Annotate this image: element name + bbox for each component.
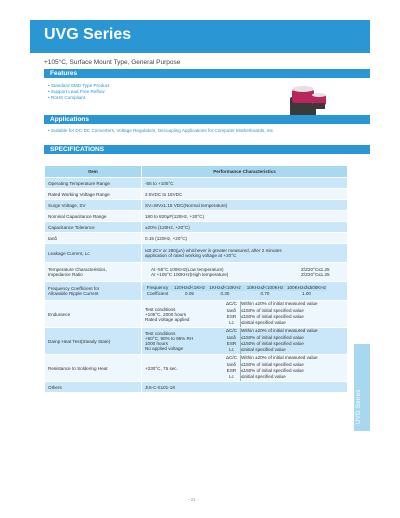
ripple-grid xyxy=(142,285,347,297)
applications-bar xyxy=(44,115,370,124)
cond-line: Rated voltage applied xyxy=(145,316,190,322)
row-value: 180 to 820μF(120Hz, +20°C) xyxy=(142,211,348,222)
series-subtitle: +105°C, Surface Mount Type, General Purpose xyxy=(44,59,181,66)
row-label: Endurance xyxy=(45,301,142,328)
sym: ΔC/C xyxy=(223,301,241,307)
freq-cell: 100KHz≤f≤500KHz xyxy=(286,284,326,290)
coef-cell: 0.70 xyxy=(260,291,270,296)
sym: tanδ xyxy=(223,308,241,314)
table-row xyxy=(45,244,348,263)
cond-line: 1000 hours xyxy=(145,341,168,346)
crit: ≤initial specified value xyxy=(241,347,286,353)
row-value: SV=WVx1.15 VDC(Normal temperature) xyxy=(142,200,348,211)
cond-line: +60°C, 90% to 95% RH xyxy=(145,336,194,341)
sym: Lc xyxy=(223,374,241,380)
row-value xyxy=(142,282,348,301)
features-title: Features xyxy=(50,70,78,77)
sym: ESR xyxy=(223,341,241,347)
row-value xyxy=(142,263,348,282)
crit: ≤150% of initial specified value xyxy=(241,368,304,373)
coef-cell: 1.00 xyxy=(302,291,311,296)
cond-line: +230°C, 75 sec. xyxy=(145,365,178,371)
row-value xyxy=(142,301,348,328)
sym: Lc xyxy=(223,347,241,353)
coef-cell: 0.30 xyxy=(220,291,230,296)
feature-item: • Standard SMD Type Product xyxy=(48,83,110,88)
table-row xyxy=(45,233,348,244)
leak-line: I≤0.2CV or 280(μA) whichever is greater measured, after 2 minutes xyxy=(145,248,282,253)
table-row xyxy=(45,211,348,222)
features-list xyxy=(48,83,109,102)
table-row xyxy=(45,382,348,393)
row-label: Leakage Current, Lc xyxy=(45,244,142,263)
label-line: Temperature Characteristics, xyxy=(48,267,107,272)
series-title: UVG Series xyxy=(44,26,132,43)
label-line: Allowable Ripple Current xyxy=(48,291,99,296)
cond-line: Test conditions xyxy=(145,306,176,312)
features-bar xyxy=(44,69,370,78)
imp-cond: At +105°C 100KHz(High temperature) xyxy=(151,272,229,277)
cond-line: Test conditions xyxy=(145,331,176,336)
imp-value: Z/Z20°C≤1.25 xyxy=(301,272,330,277)
specifications-title: SPECIFICATIONS xyxy=(50,146,105,153)
coef-cell: 0.05 xyxy=(185,291,194,296)
freq-cell: 10KHz≤f<100KHz xyxy=(244,285,286,291)
col-perf-header: Performance Characteristics xyxy=(142,166,348,178)
row-value xyxy=(142,328,348,355)
crit: ≤initial specified value xyxy=(241,320,286,326)
crit: ≤initial specified value xyxy=(241,374,286,380)
sym: tanδ xyxy=(223,335,241,341)
applications-list xyxy=(48,128,274,134)
row-value: 2.5VDC to 16VDC xyxy=(142,189,348,200)
row-label: Capacitance Tolerance xyxy=(45,222,142,233)
label-line: Frequency Coefficient for xyxy=(48,286,100,291)
crit: ≤150% of initial specified value xyxy=(241,314,304,319)
sym: ESR xyxy=(223,368,241,374)
feature-item: • Support Lead Free Reflow xyxy=(48,89,105,95)
sym: ΔC/C xyxy=(223,328,241,334)
row-label: Rated Working Voltage Range xyxy=(45,189,142,200)
crit: ≤150% of initial specified value xyxy=(241,341,304,346)
table-header-row xyxy=(45,166,348,178)
row-value xyxy=(142,355,348,382)
label-line: Impedance Ratio xyxy=(48,272,83,277)
crit: ≤150% of initial specified value xyxy=(241,307,304,313)
table-row xyxy=(45,263,348,282)
table-row xyxy=(45,282,348,301)
table-row xyxy=(45,222,348,233)
row-label xyxy=(45,263,142,282)
row-label xyxy=(45,282,142,301)
row-label: Nominal Capacitance Range xyxy=(45,211,142,222)
crit: ≤150% of initial specified value xyxy=(241,334,304,340)
sym: tanδ xyxy=(223,362,241,368)
table-row xyxy=(45,178,348,189)
sym: Lc xyxy=(223,320,241,326)
row-value xyxy=(142,244,348,263)
row-value: 0.15 (120Hz, +20°C) xyxy=(142,233,348,244)
applications-title: Applications xyxy=(50,116,90,123)
feature-item: • RoHS Compliant xyxy=(48,95,86,101)
row-label: Operating Temperature Range xyxy=(45,178,142,189)
cond-line: No applied voltage xyxy=(145,346,184,351)
side-tab-label: UVG Series xyxy=(356,389,362,424)
freq-cell: 120Hz≤f<1KHz xyxy=(174,284,205,290)
table-row xyxy=(45,328,348,355)
specifications-table xyxy=(44,165,348,393)
crit: ≤150% of initial specified value xyxy=(241,361,304,367)
page-number: - 21 - xyxy=(188,497,199,502)
sym: ESR xyxy=(223,314,241,320)
sym: ΔC/C xyxy=(223,355,241,361)
imp-cond: At -55°C 100KHz(Low temperature) xyxy=(151,267,224,272)
row-label: Surge Voltage, SV xyxy=(45,200,142,211)
row-label: Damp Heat Test(Steady State) xyxy=(45,328,142,355)
freq-cell: Frequency xyxy=(142,285,173,291)
freq-cell: 1KHz≤f<10KHz xyxy=(206,285,244,291)
table-row xyxy=(45,355,348,382)
row-value: JIS-C-5101-18 xyxy=(142,382,348,393)
row-label: Resistance to Soldering Heat xyxy=(45,355,142,382)
application-item: • Suitable for DC-DC Converters, Voltage Regulators, Decoupling Applications for Computer Motherboards, etc. xyxy=(48,128,275,133)
crit: Within ±20% of initial measured value xyxy=(241,328,318,334)
row-value: ±20% (120Hz, +20°C) xyxy=(142,222,348,233)
row-value: -55 to +105°C xyxy=(142,178,348,189)
row-label: tanδ xyxy=(45,233,142,244)
col-item-header: Item xyxy=(45,166,142,178)
table-row xyxy=(45,200,348,211)
leak-line: application of rated working voltage at +20°C xyxy=(145,253,237,258)
crit: Within ±20% of initial measured value xyxy=(241,355,318,361)
table-row xyxy=(45,189,348,200)
imp-value: Z/Z20°C≤1.25 xyxy=(301,267,330,272)
row-label: Others xyxy=(45,382,142,393)
crit: Within ±20% of initial measured value xyxy=(241,301,318,307)
coef-cell: Coefficient xyxy=(146,291,169,296)
cond-line: +105°C, 2000 hours xyxy=(145,311,187,317)
table-row xyxy=(45,301,348,328)
